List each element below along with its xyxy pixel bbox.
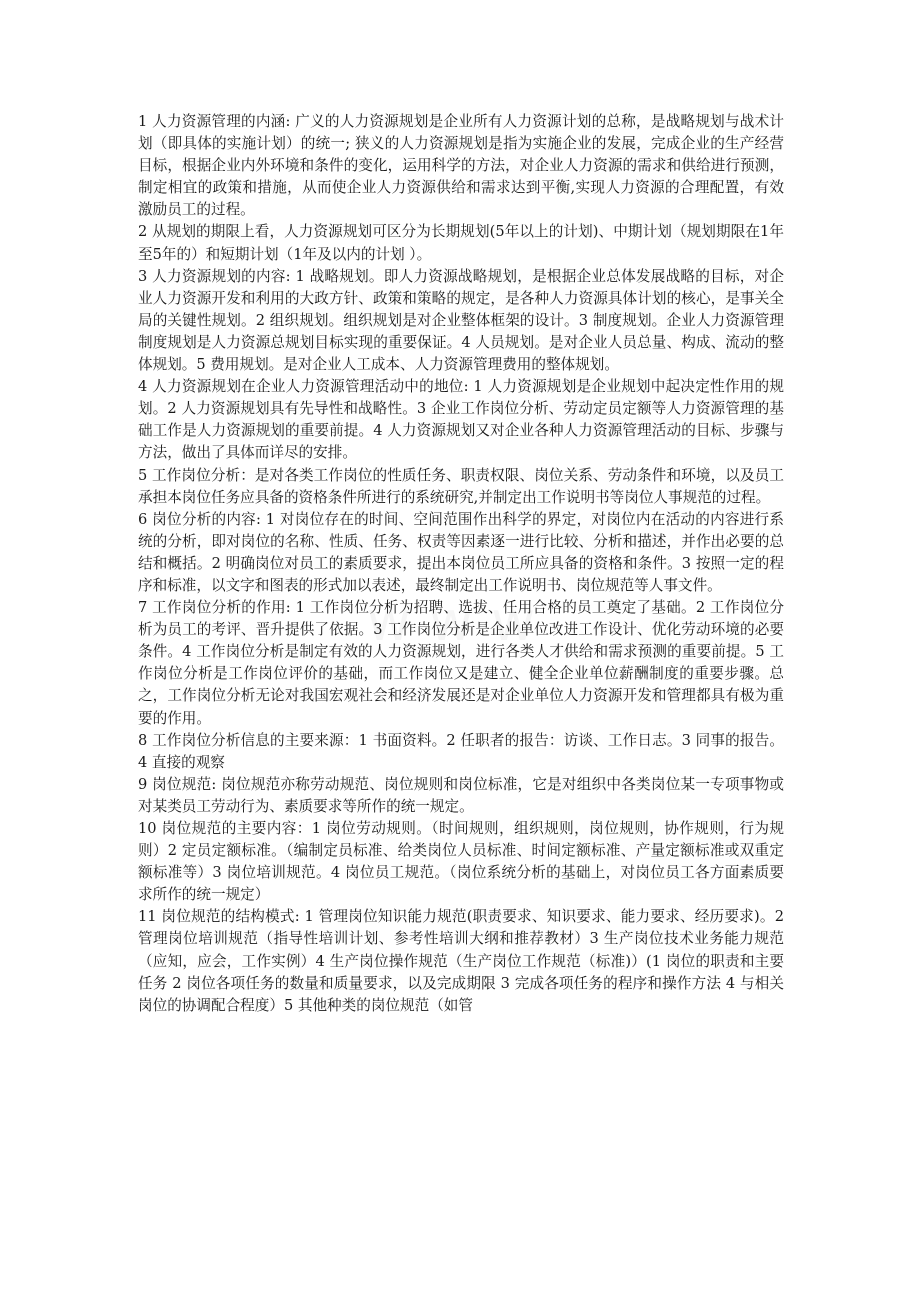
paragraph-6: 6 岗位分析的内容: 1 对岗位存在的时间、空间范围作出科学的界定，对岗位内在活动的内容进行系统的分析，即对岗位的名称、性质、任务、权责等因素逐一进行比较、分析和描述，并作出必要的总结和概括。2 明确岗位对员工的素质要求，提出本岗位员工所应具备的资格和条件。3 按照一定的程序和标准，以文字和图表的形式加以表述，最终制定出工作说明书、岗位规范等人事文件。	[138, 510, 784, 594]
paragraph-3: 3 人力资源规划的内容: 1 战略规划。即人力资源战略规划，是根据企业总体发展战略的目标，对企业人力资源开发和利用的大政方针、政策和策略的规定，是各种人力资源具体计划的核心，是事关全局的关键性规划。2 组织规划。组织规划是对企业整体框架的设计。3 制度规划。企业人力资源管理制度规划是人力资源总规划目标实现的重要保证。4 人员规划。是对企业人员总量、构成、流动的整体规划。5 费用规划。是对企业人工成本、人力资源管理费用的整体规划。	[138, 267, 784, 374]
paragraph-8: 8 工作岗位分析信息的主要来源：1 书面资料。2 任职者的报告：访谈、工作日志。3 同事的报告。4 直接的观察	[138, 731, 784, 771]
paragraph-2: 2 从规划的期限上看，人力资源规划可区分为长期规划(5年以上的计划)、中期计划（规划期限在1年至5年的）和短期计划（1年及以内的计划 ）。	[138, 223, 784, 263]
paragraph-9: 9 岗位规范: 岗位规范亦称劳动规范、岗位规则和岗位标准，它是对组织中各类岗位某一专项事物或对某类员工劳动行为、素质要求等所作的统一规定。	[138, 775, 784, 815]
paragraph-10: 10 岗位规范的主要内容：1 岗位劳动规则。（时间规则，组织规则，岗位规则，协作规则，行为规则）2 定员定额标准。（编制定员标准、给类岗位人员标准、时间定额标准、产量定额标准或双重定额标准等）3 岗位培训规范。4 岗位员工规范。（岗位系统分析的基础上，对岗位员工各方面素质要求所作的统一规定）	[138, 820, 784, 904]
paragraph-5: 5 工作岗位分析：是对各类工作岗位的性质任务、职责权限、岗位关系、劳动条件和环境，以及员工承担本岗位任务应具备的资格条件所进行的系统研究,并制定出工作说明书等岗位人事规范的过程。	[138, 466, 784, 506]
paragraph-7: 7 工作岗位分析的作用: 1 工作岗位分析为招聘、选拔、任用合格的员工奠定了基础。2 工作岗位分析为员工的考评、晋升提供了依据。3 工作岗位分析是企业单位改进工作设计、优化劳动环境的必要条件。4 工作岗位分析是制定有效的人力资源规划，进行各类人才供给和需求预测的重要前提。5 工作岗位分析是工作岗位评价的基础，而工作岗位又是建立、健全企业单位薪酬制度的重要步骤。总之，工作岗位分析无论对我国宏观社会和经济发展还是对企业单位人力资源开发和管理都具有极为重要的作用。	[138, 599, 784, 727]
paragraph-1: 1 人力资源管理的内涵: 广义的人力资源规划是企业所有人力资源计划的总称，是战略规划与战术计划（即具体的实施计划）的统一; 狭义的人力资源规划是指为实施企业的发展，完成企业的生产经营目标，根据企业内外环境和条件的变化，运用科学的方法，对企业人力资源的需求和供给进行预测，制定相宜的政策和措施，从而使企业人力资源供给和需求达到平衡,实现人力资源的合理配置，有效激励员工的过程。	[138, 113, 784, 219]
document-body	[138, 111, 784, 1017]
paragraph-4: 4 人力资源规划在企业人力资源管理活动中的地位: 1 人力资源规划是企业规划中起决定性作用的规划。2 人力资源规划具有先导性和战略性。3 企业工作岗位分析、劳动定员定额等人力资源管理的基础工作是人力资源规划的重要前提。4 人力资源规划又对企业各种人力资源管理活动的目标、步骤与方法，做出了具体而详尽的安排。	[138, 378, 784, 462]
svg-text:www: www	[366, 590, 554, 653]
paragraph-11: 11 岗位规范的结构模式: 1 管理岗位知识能力规范(职责要求、知识要求、能力要求、经历要求)。2 管理岗位培训规范（指导性培训计划、参考性培训大纲和推荐教材）3 生产岗位技术业务能力规范（应知，应会，工作实例）4 生产岗位操作规范（生产岗位工作规范（标准)）(1 岗位的职责和主要任务 2 岗位各项任务的数量和质量要求，以及完成期限 3 完成各项任务的程序和操作方法 4 与相关岗位的协调配合程度）5 其他种类的岗位规范（如管	[138, 908, 784, 1014]
